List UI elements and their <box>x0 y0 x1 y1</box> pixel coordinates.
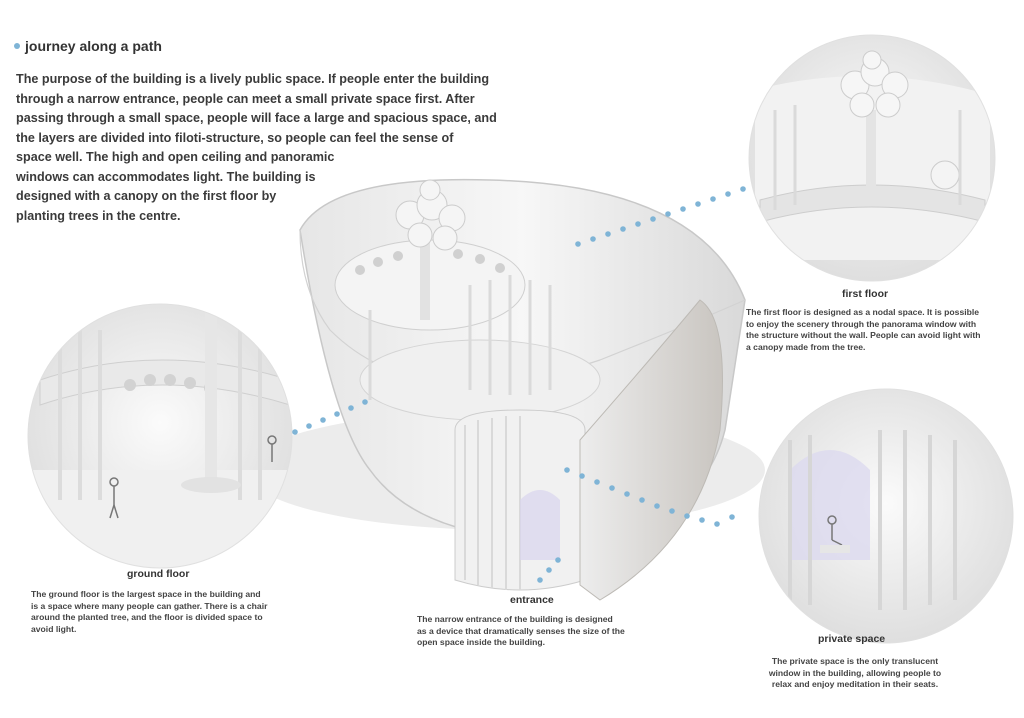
caption-line: The private space is the only translucent <box>771 656 939 666</box>
entrance-description <box>417 614 625 649</box>
first-floor-title: first floor <box>842 288 889 300</box>
private-space-view <box>759 389 1013 643</box>
intro-line: designed with a canopy on the first floor by <box>16 189 277 203</box>
ground-floor-title: ground floor <box>127 568 190 580</box>
intro-line: passing through a small space, people will face a large and spacious space, and <box>16 111 497 125</box>
entrance-title: entrance <box>510 594 554 606</box>
caption-line: The narrow entrance of the building is designed <box>417 614 613 624</box>
caption-line: to enjoy the scenery through the panorama window with <box>746 318 977 329</box>
caption-line: relax and enjoy meditation in their seats. <box>771 679 939 690</box>
intro-line: space well. The high and open ceiling and panoramic <box>16 150 335 164</box>
caption-line: The first floor is designed as a nodal space. It is possible <box>746 307 980 317</box>
caption-line: around the planted tree, and the floor is divided space to <box>31 612 263 623</box>
first-floor-description <box>746 307 980 353</box>
caption-line: is a space where many people can gather. There is a chair <box>31 600 268 611</box>
caption-line: as a device that dramatically senses the size of the <box>417 625 625 636</box>
intro-line: planting trees in the centre. <box>16 208 181 223</box>
caption-line: The ground floor is the largest space in the building and <box>31 589 261 599</box>
intro-line: the layers are divided into filoti-structure, so people can feel the sense of <box>16 130 454 145</box>
intro-line: The purpose of the building is a lively public space. If people enter the building <box>16 72 490 86</box>
caption-line: avoid light. <box>31 623 77 634</box>
caption-line: a canopy made from the tree. <box>746 341 866 352</box>
intro-line: windows can accommodates light. The building is <box>16 169 316 184</box>
central-model <box>245 180 765 600</box>
heading-text: journey along a path <box>25 38 162 54</box>
private-space-description <box>745 656 965 691</box>
caption-line: the structure without the wall. People can avoid light with <box>746 330 981 341</box>
caption-line: open space inside the building. <box>417 637 545 648</box>
ground-floor-description <box>31 589 267 635</box>
caption-line: window in the building, allowing people to <box>768 667 942 678</box>
private-space-title: private space <box>818 633 886 645</box>
ground-floor-view <box>20 304 320 610</box>
intro-line: through a narrow entrance, people can meet a small private space first. After <box>16 91 475 106</box>
first-floor-view <box>749 35 995 281</box>
